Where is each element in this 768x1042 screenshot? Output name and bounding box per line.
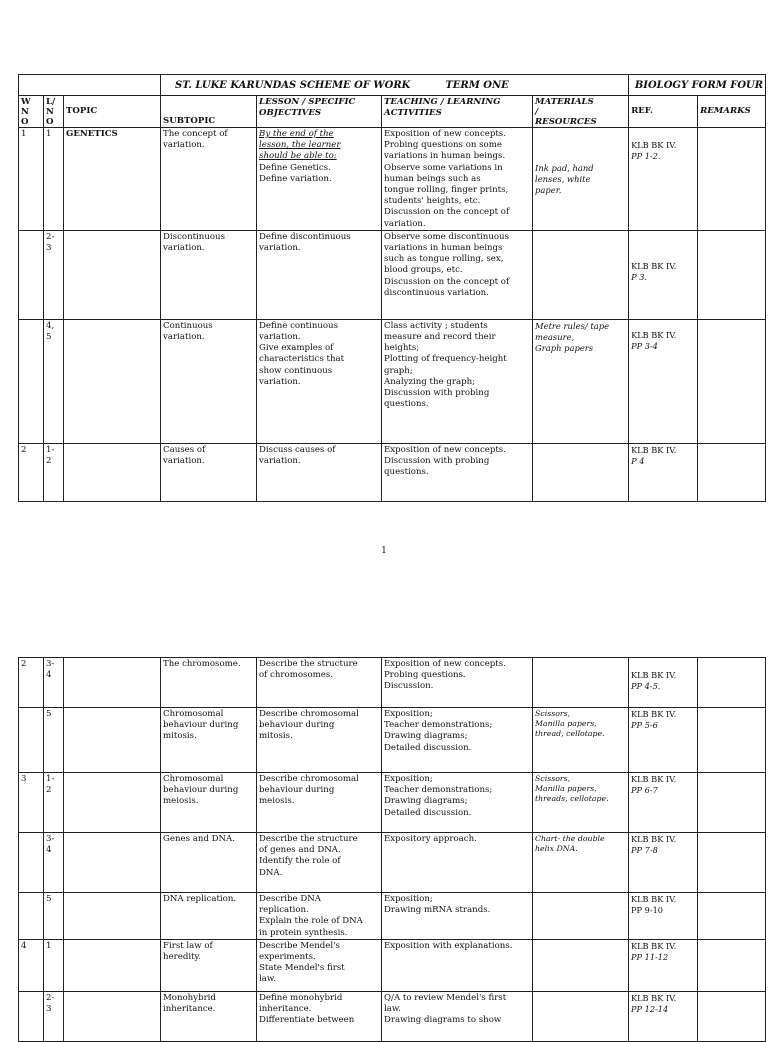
subtopic-cell: Causes of variation. <box>163 444 206 467</box>
week-cell: 1 <box>21 129 27 139</box>
subtopic-cell: First law of heredity. <box>163 940 213 963</box>
materials-cell: Scissors, Manilla papers, thread, cellotape. <box>535 709 605 738</box>
subtopic-cell: Continuous variation. <box>163 320 213 343</box>
remarks-cell <box>698 230 766 319</box>
scheme-title: ST. LUKE KARUNDAS SCHEME OF WORK <box>175 79 411 91</box>
week-cell: 3 <box>21 774 27 784</box>
activities-cell: Exposition; Teacher demonstrations; Drawing diagrams; Detailed discussion. <box>384 774 493 818</box>
activities-cell: Class activity ; students measure and record their heights; Plotting of frequency-height graph; Analyzing the graph; Discussion with probing questions. <box>384 320 507 410</box>
ref-book: KLB BK IV. <box>631 329 677 340</box>
activities-cell: Observe some discontinuous variations in human beings such as tongue rolling, sex, blood groups, etc. Discussion on the concept of discontinuous variation. <box>384 231 510 298</box>
table-row <box>19 708 766 773</box>
page-number: 1 <box>381 546 387 556</box>
objectives-cell: Describe DNA replication. Explain the role of DNA in protein synthesis. <box>259 894 363 938</box>
remarks-cell <box>698 939 766 991</box>
column-header-row <box>19 96 766 128</box>
lesson-cell: 5 <box>46 709 52 719</box>
subtopic-cell: Monohybrid inheritance. <box>163 992 216 1015</box>
col-ref: REF. <box>631 106 653 117</box>
scheme-table-page-2 <box>18 657 766 1042</box>
lesson-cell: 2- 3 <box>46 992 55 1015</box>
activities-cell: Exposition; Teacher demonstrations; Drawing diagrams; Detailed discussion. <box>384 709 493 753</box>
col-subtopic: SUBTOPIC <box>163 115 216 126</box>
ref-book: KLB BK IV. <box>631 140 677 150</box>
remarks-cell <box>698 833 766 893</box>
subtopic-cell: Genes and DNA. <box>163 834 235 844</box>
lesson-cell: 1 <box>46 129 52 139</box>
table-row <box>19 128 766 231</box>
ref-pages: P 3. <box>631 272 648 283</box>
ref-book: KLB BK IV. <box>631 444 677 455</box>
ref-book: KLB BK IV. <box>631 894 677 904</box>
col-materials: MATERIALS / RESOURCES <box>535 97 597 127</box>
activities-cell: Exposition of new concepts. Discussion with probing questions. <box>384 444 506 478</box>
ref-pages: PP 6-7 <box>631 785 658 796</box>
title-row <box>19 75 766 96</box>
table-row <box>19 230 766 319</box>
table-row <box>19 443 766 501</box>
lesson-cell: 1- 2 <box>46 774 55 796</box>
remarks-cell <box>698 708 766 773</box>
materials-cell: Ink pad, hand lenses, white paper. <box>535 162 594 196</box>
table-row <box>19 893 766 940</box>
week-cell: 2 <box>21 444 27 455</box>
ref-pages: PP 4-5. <box>631 681 661 692</box>
activities-cell: Exposition of new concepts. Probing questions on some variations in human beings. Observe some variations in human beings such as tongue rolling, finger prints, students' heights, etc. Discussion on the concept of variation. <box>384 129 510 229</box>
remarks-cell <box>698 991 766 1041</box>
subtopic-cell: Discontinuous variation. <box>163 231 225 254</box>
objectives-lead: By the end of the lesson, the learner should be able to: <box>259 129 341 162</box>
col-topic: TOPIC <box>66 106 98 117</box>
remarks-cell <box>698 773 766 833</box>
table-row <box>19 833 766 893</box>
col-objectives: LESSON / SPECIFIC OBJECTIVES <box>259 97 356 119</box>
remarks-cell <box>698 128 766 231</box>
ref-pages: P 4 <box>631 456 645 467</box>
objectives-cell: Describe chromosomal behaviour during mitosis. <box>259 709 359 742</box>
materials-cell: Scissors, Manilla papers, threads, cellotape. <box>535 774 609 803</box>
objectives-cell: Define monohybrid inheritance. Differentiate between <box>259 992 355 1026</box>
topic-cell: GENETICS <box>66 129 118 139</box>
table-row <box>19 658 766 708</box>
term-label: TERM ONE <box>445 79 509 91</box>
ref-book: KLB BK IV. <box>631 670 677 680</box>
subtopic-cell: Chromosomal behaviour during meiosis. <box>163 774 239 807</box>
week-cell: 2 <box>21 659 27 669</box>
table-row <box>19 939 766 991</box>
lesson-cell: 5 <box>46 894 52 904</box>
ref-pages: PP 5-6 <box>631 720 658 731</box>
remarks-cell <box>698 319 766 443</box>
lesson-cell: 3- 4 <box>46 834 55 856</box>
ref-pages: PP 12-14 <box>631 1004 669 1015</box>
lesson-cell: 1- 2 <box>46 444 55 467</box>
ref-pages: PP 11-12 <box>631 952 669 963</box>
ref-book: KLB BK IV. <box>631 774 677 784</box>
scheme-table-page-1 <box>18 74 766 502</box>
objectives-cell: Describe the structure of chromosomes. <box>259 659 358 681</box>
objectives-cell: Describe chromosomal behaviour during meiosis. <box>259 774 359 807</box>
ref-book: KLB BK IV. <box>631 260 677 271</box>
ref-book: KLB BK IV. <box>631 940 677 951</box>
table-row <box>19 319 766 443</box>
remarks-cell <box>698 893 766 940</box>
subtopic-cell: The concept of variation. <box>163 129 228 151</box>
subtopic-cell: Chromosomal behaviour during mitosis. <box>163 709 239 742</box>
week-cell: 4 <box>21 940 27 951</box>
lesson-cell: 1 <box>46 940 52 951</box>
activities-cell: Exposition of new concepts. Probing questions. Discussion. <box>384 659 506 692</box>
remarks-cell <box>698 658 766 708</box>
materials-cell: Chart- the double helix DNA. <box>535 834 605 853</box>
ref-pages: PP 1-2. <box>631 151 661 162</box>
objectives-cell: Define Genetics. Define variation. <box>259 162 332 184</box>
lesson-cell: 4, 5 <box>46 320 55 343</box>
objectives-cell: Define discontinuous variation. <box>259 231 351 254</box>
activities-cell: Expository approach. <box>384 834 477 844</box>
ref-book: KLB BK IV. <box>631 709 677 719</box>
remarks-cell <box>698 443 766 501</box>
objectives-cell: Discuss causes of variation. <box>259 444 336 467</box>
objectives-cell: Describe Mendel's experiments. State Mendel's first law. <box>259 940 345 985</box>
subtopic-cell: The chromosome. <box>163 659 241 669</box>
col-remarks: REMARKS <box>700 106 751 117</box>
col-week: W N O <box>21 97 31 127</box>
col-activities: TEACHING / LEARNING ACTIVITIES <box>384 97 501 119</box>
objectives-cell: Describe the structure of genes and DNA. Identify the role of DNA. <box>259 834 358 878</box>
lesson-cell: 3- 4 <box>46 659 55 681</box>
materials-cell: Metre rules/ tape measure, Graph papers <box>535 320 610 354</box>
ref-book: KLB BK IV. <box>631 834 677 844</box>
activities-cell: Exposition; Drawing mRNA strands. <box>384 894 491 916</box>
ref-pages: PP 9-10 <box>631 905 664 916</box>
objectives-cell: Define continuous variation. Give examples of characteristics that show continuous variation. <box>259 320 345 387</box>
subtopic-cell: DNA replication. <box>163 894 237 904</box>
subject-label: BIOLOGY FORM FOUR <box>634 79 764 91</box>
table-row <box>19 773 766 833</box>
lesson-cell: 2- 3 <box>46 231 55 254</box>
table-row <box>19 991 766 1041</box>
activities-cell: Q/A to review Mendel's first law. Drawing diagrams to show <box>384 992 507 1026</box>
col-lesson-no: L/ N O <box>46 97 56 127</box>
ref-pages: PP 7-8 <box>631 845 658 856</box>
ref-book: KLB BK IV. <box>631 992 677 1003</box>
activities-cell: Exposition with explanations. <box>384 940 513 951</box>
ref-pages: PP 3-4 <box>631 341 658 352</box>
